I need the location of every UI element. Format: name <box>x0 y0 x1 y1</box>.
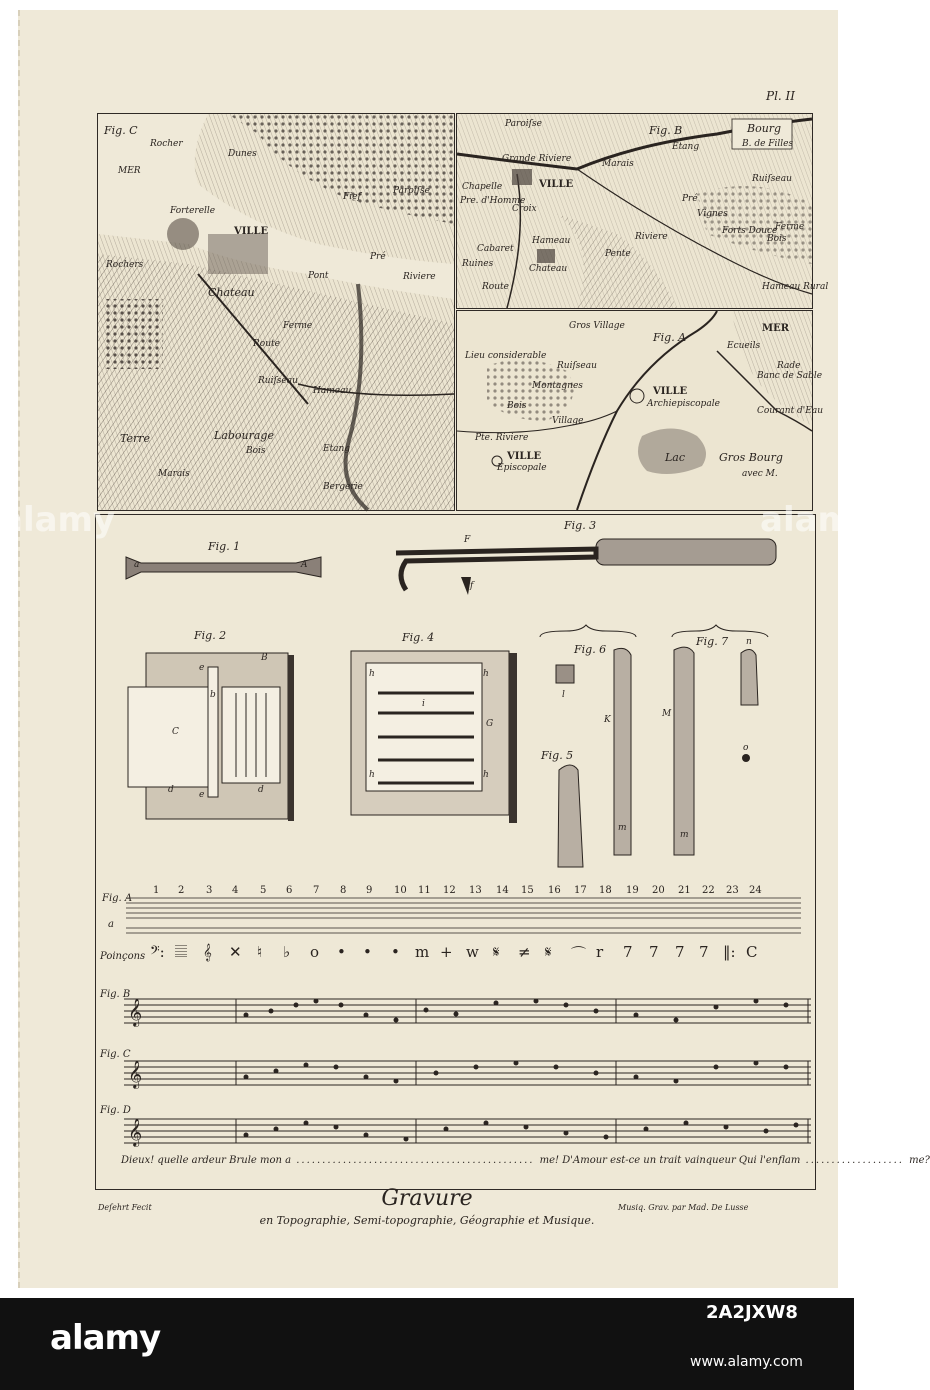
fig-a-number: 3 <box>206 885 213 896</box>
fig2-part-b: b <box>210 690 216 700</box>
fig4-part-h4: h <box>483 770 489 780</box>
map-a-label-montagnes: Montagnes <box>532 381 583 391</box>
map-a-label-village: Village <box>552 416 584 426</box>
map-a-label-avec-m: avec M. <box>742 469 778 479</box>
music-fig-c-label: Fig. C <box>100 1049 131 1060</box>
fig3-part-F: F <box>464 535 471 545</box>
map-b-label-cabaret: Cabaret <box>477 244 514 254</box>
fig-a-number: 17 <box>574 885 587 896</box>
map-a-label-archiepiscopale: Archiepiscopale <box>647 399 720 409</box>
fig-a-number: 20 <box>652 885 665 896</box>
fig-a-number: 11 <box>418 885 431 896</box>
map-c-label-dunes: Dunes <box>228 149 257 159</box>
fig7-part-m: m <box>680 830 689 840</box>
fig4-label: Fig. 4 <box>402 631 435 644</box>
poincon-glyph: 𝄋 <box>545 943 552 961</box>
poincon-glyph: 𝄋 <box>493 943 500 961</box>
map-a-label-gros-bourg: Gros Bourg <box>719 451 783 464</box>
music-engraver-credit: Musiq. Grav. par Mad. De Lusse <box>618 1203 749 1212</box>
fig2-part-e2: e <box>199 790 205 800</box>
map-b-fig-label: Fig. B <box>649 124 683 137</box>
map-b-label-pre-homme: Pre. d'Homme <box>460 196 526 206</box>
fig-a-number: 22 <box>702 885 715 896</box>
fig2-part-C: C <box>172 727 179 737</box>
map-b-label-hameau: Hameau <box>532 236 571 246</box>
map-b-label-b-de-filles: B. de Filles <box>742 139 794 149</box>
map-c-label-ruisseau: Ruiſseau <box>258 376 298 386</box>
map-c-label-ville: VILLE <box>234 226 269 237</box>
map-c-label-route: Route <box>253 339 280 349</box>
map-b-label-paroisse: Paroiſse <box>505 119 542 129</box>
map-c-fig-label: Fig. C <box>104 124 138 137</box>
map-c-label-riviere: Riviere <box>403 272 436 282</box>
fig-a-number: 15 <box>521 885 534 896</box>
fig2-label: Fig. 2 <box>194 629 227 642</box>
alamy-logo[interactable]: alamy <box>50 1318 161 1358</box>
fig-a-number: 2 <box>178 885 185 896</box>
map-b-label-chateau: Chateau <box>529 264 568 274</box>
fig-a-number: 23 <box>726 885 739 896</box>
map-b-label-marais: Marais <box>602 159 634 169</box>
fig-a-number: 1 <box>153 885 160 896</box>
map-b-label-riviere: Riviere <box>635 232 668 242</box>
map-c-label-mer: MER <box>118 166 141 176</box>
map-fig-b <box>456 113 829 309</box>
svg-text:𝄞: 𝄞 <box>128 1118 143 1146</box>
fig1-label: Fig. 1 <box>208 540 241 553</box>
map-b-label-bourg: Bourg <box>747 122 782 135</box>
fig7-label: Fig. 7 <box>696 635 729 648</box>
poincon-glyph: o <box>310 943 320 961</box>
map-c-label-pont: Pont <box>308 271 329 281</box>
svg-text:𝄞: 𝄞 <box>128 1060 143 1088</box>
map-c-label-pre: Pré <box>370 252 386 262</box>
fig2-part-d2: d <box>258 785 264 795</box>
map-c-drawing <box>98 114 454 510</box>
fig-a-number: 4 <box>232 885 239 896</box>
fig6-part-l: l <box>562 690 565 700</box>
poincon-glyph: 7 <box>675 943 685 961</box>
poincon-glyph: w <box>466 943 479 961</box>
map-c-label-labourage: Labourage <box>214 429 274 442</box>
music-fig-b-label: Fig. B <box>100 989 131 1000</box>
map-a-label-ecueils: Ecueils <box>727 341 761 351</box>
fig1-part-a: a <box>134 560 140 570</box>
fig2-part-B: B <box>261 653 268 663</box>
site-url[interactable]: www.alamy.com <box>690 1354 803 1370</box>
image-id: 2A2JXW8 <box>706 1302 798 1323</box>
poincon-glyph: 7 <box>623 943 633 961</box>
map-c-label-etang: Etang <box>323 444 351 454</box>
poincon-glyph: + <box>440 943 453 961</box>
fig-a-number: 7 <box>313 885 320 896</box>
map-b-label-ville: VILLE <box>539 179 574 190</box>
map-b-label-pente: Pente <box>605 249 631 259</box>
map-a-label-rade: Rade <box>777 361 801 371</box>
music-a-label: a <box>108 919 114 930</box>
fig7-part-M: M <box>662 709 672 719</box>
map-a-label-ville-2: VILLE <box>507 451 542 462</box>
map-c-label-paroisse: Paroiſse <box>393 186 430 196</box>
poincon-glyph: • <box>337 943 346 961</box>
tools-and-music-panel <box>95 514 816 1190</box>
map-c-label-terre: Terre <box>120 432 151 445</box>
fig5-label: Fig. 5 <box>541 749 574 762</box>
fig6-part-m: m <box>618 823 627 833</box>
map-c-label-bois: Bois <box>246 446 266 456</box>
fig-a-number: 24 <box>749 885 762 896</box>
fig4-part-G: G <box>486 719 494 729</box>
poincon-glyph: C <box>746 943 758 961</box>
map-a-label-lieu-considerable: Lieu considerable <box>465 351 547 361</box>
fig4-part-h2: h <box>483 669 489 679</box>
watermark-overlay-right: alamy <box>760 500 876 540</box>
fig7-part-n: n <box>746 637 752 647</box>
map-b-label-bois: Bois <box>767 234 787 244</box>
poincon-glyph: 7 <box>649 943 659 961</box>
fig-a-number: 19 <box>626 885 639 896</box>
poincon-glyph: ♮ <box>257 943 263 961</box>
engraver-credit: Deſehrt Fecit <box>98 1203 152 1212</box>
fig-a-number: 6 <box>286 885 293 896</box>
svg-text:𝄞: 𝄞 <box>128 998 143 1026</box>
poincon-glyph: • <box>363 943 372 961</box>
map-c-label-ferme: Ferme <box>283 321 313 331</box>
poincon-glyph: m <box>415 943 430 961</box>
map-fig-c <box>97 113 455 511</box>
plate-subtitle: en Topographie, Semi-topographie, Géographie et Musique. <box>259 1214 595 1227</box>
map-b-label-route: Route <box>482 282 509 292</box>
map-b-label-grande-riviere: Grande Riviere <box>502 154 572 164</box>
fig-a-number: 5 <box>260 885 267 896</box>
lyrics-part-1: Dieux! quelle ardeur Brule mon a <box>121 1155 292 1166</box>
fig-a-number: 16 <box>548 885 561 896</box>
fig-a-number: 10 <box>394 885 407 896</box>
map-a-label-lac: Lac <box>665 451 686 464</box>
poincon-glyph: 𝄞 <box>203 943 212 961</box>
fig-a-number: 8 <box>340 885 347 896</box>
fig-a-number: 18 <box>599 885 612 896</box>
map-a-label-bois: Bois <box>507 401 527 411</box>
fig4-part-h1: h <box>369 669 375 679</box>
fig-a-number: 12 <box>443 885 456 896</box>
map-a-label-pte-riviere: Pte. Riviere <box>475 433 529 443</box>
fig6-part-K: K <box>604 715 611 725</box>
tools-drawing <box>96 515 815 1189</box>
lyrics-part-3: me? <box>909 1155 930 1166</box>
map-c-label-rochers: Rochers <box>106 260 144 270</box>
poincon-glyph: 𝄢: <box>150 943 165 961</box>
poincon-glyph: ‖: <box>723 943 736 961</box>
map-a-label-episcopale: Episcopale <box>497 463 547 473</box>
map-b-label-ruines: Ruines <box>462 259 494 269</box>
poincon-glyph: r <box>596 943 604 961</box>
map-b-label-pre: Pré <box>682 194 698 204</box>
map-c-label-forteresse: Forterelle <box>170 206 216 216</box>
poincon-glyph: 7 <box>699 943 709 961</box>
fig-a-number: 14 <box>496 885 509 896</box>
watermark-overlay-left: alamy <box>0 500 116 540</box>
lyrics-line: Dieux! quelle ardeur Brule mon a .............................................. me! D'Amour est-ce un trait vainqueur Qui l'enflam ................... me? <box>121 1155 930 1166</box>
fig3-label: Fig. 3 <box>564 519 597 532</box>
music-fig-a-label: Fig. A <box>102 893 133 904</box>
fig-a-number: 9 <box>366 885 373 896</box>
map-b-label-ferme: Ferme <box>775 222 805 232</box>
fig1-part-A: A <box>301 560 308 570</box>
poincon-glyph: • <box>391 943 400 961</box>
map-c-label-fief: Fief <box>343 192 361 202</box>
fig2-part-d1: d <box>168 785 174 795</box>
map-a-label-ruisseau: Ruiſseau <box>557 361 597 371</box>
poincon-glyph: ♭ <box>283 943 291 961</box>
map-c-label-bergerie: Bergerie <box>323 482 363 492</box>
map-c-label-marais: Marais <box>158 469 190 479</box>
map-a-label-ville-1: VILLE <box>653 386 688 397</box>
poincon-glyph: ✕ <box>229 943 242 961</box>
fig4-part-i: i <box>422 699 425 709</box>
fig-a-number: 21 <box>678 885 691 896</box>
map-b-label-hameau-rural: Hameau Rural <box>762 282 829 292</box>
map-b-label-ruisseau: Ruiſseau <box>752 174 792 184</box>
map-a-label-banc-de-sable: Banc de Sable <box>757 371 823 381</box>
fig6-label: Fig. 6 <box>574 643 607 656</box>
map-a-label-courant: Courant d'Eau <box>757 406 824 416</box>
map-c-label-hameau: Hameau <box>313 386 352 396</box>
fig-a-number: 13 <box>469 885 482 896</box>
music-fig-d-label: Fig. D <box>100 1105 131 1116</box>
map-fig-a <box>456 310 824 511</box>
plate-title: Gravure <box>381 1186 473 1211</box>
poincon-glyph: 𝄚 <box>175 943 188 961</box>
fig2-part-e1: e <box>199 663 205 673</box>
fig7-part-o: o <box>743 743 749 753</box>
map-b-label-chapelle: Chapelle <box>462 182 503 192</box>
map-b-label-forts-douce: Forts Douce <box>722 226 778 236</box>
map-b-label-croix: Croix <box>512 204 537 214</box>
map-c-label-chateau: Chateau <box>208 286 255 299</box>
poincon-glyph: ⌒ <box>571 945 587 963</box>
plate-number: Pl. II <box>766 89 796 103</box>
map-b-label-vignes: Vignes <box>697 209 728 219</box>
map-a-label-gros-village: Gros Village <box>569 321 625 331</box>
poincon-glyph: ≠ <box>518 943 531 961</box>
fig3-part-f: f <box>470 581 474 591</box>
poincons-label: Poinçons <box>100 951 146 962</box>
map-a-label-mer: MER <box>762 323 790 334</box>
lyrics-part-2: me! D'Amour est-ce un trait vainqueur Qui l'enflam <box>539 1155 801 1166</box>
map-a-fig-label: Fig. A <box>653 331 687 344</box>
map-b-label-etang: Etang <box>672 142 700 152</box>
map-c-label-rocher: Rocher <box>150 139 183 149</box>
fig4-part-h3: h <box>369 770 375 780</box>
